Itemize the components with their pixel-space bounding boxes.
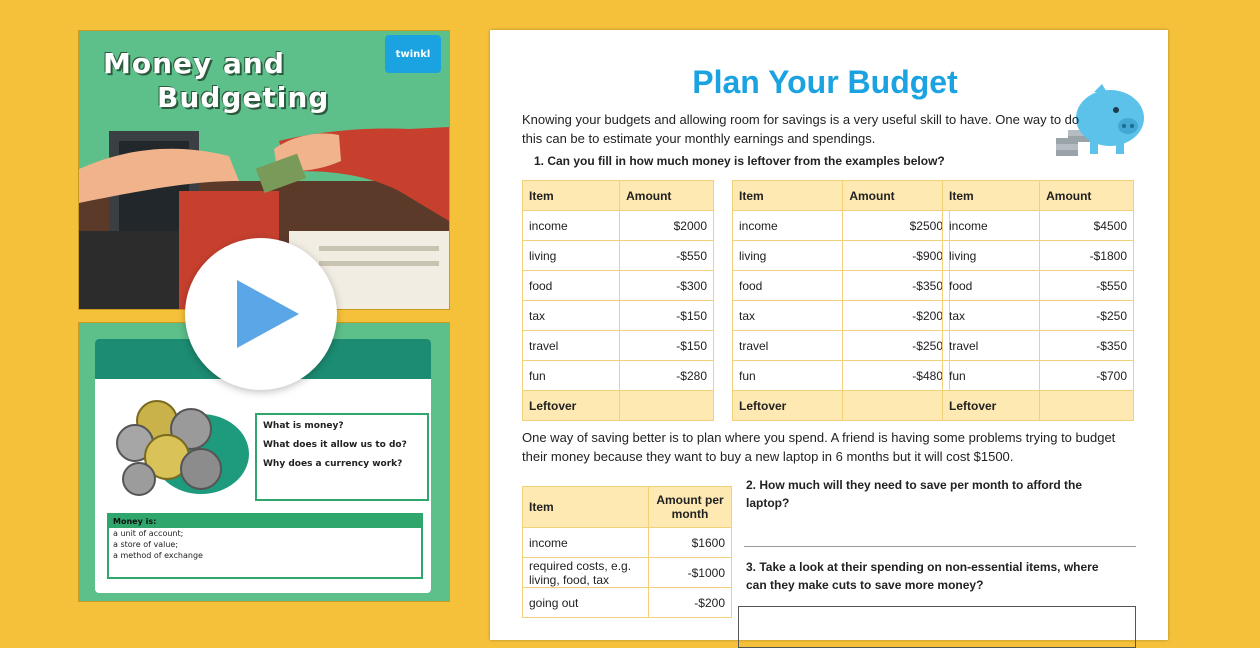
header-cell: Item: [943, 181, 1040, 211]
answer-cell[interactable]: [1040, 391, 1134, 421]
header-cell: Amount: [1040, 181, 1134, 211]
table-header-row: [523, 487, 732, 528]
twinkl-logo: twinkl: [385, 35, 441, 73]
table-row: [523, 361, 714, 391]
amount-cell: -$150: [620, 301, 714, 331]
table-row: [523, 528, 732, 558]
item-cell: tax: [523, 301, 620, 331]
table-row: [943, 361, 1134, 391]
leftover-label: Leftover: [733, 391, 843, 421]
item-cell: income: [523, 211, 620, 241]
item-cell: tax: [733, 301, 843, 331]
question-1: 1. Can you fill in how much money is leftover from the examples below?: [534, 154, 945, 168]
item-cell: living: [733, 241, 843, 271]
header-cell: Item: [523, 487, 649, 528]
header-cell: Item: [523, 181, 620, 211]
item-cell: going out: [523, 588, 649, 618]
table-row: [523, 301, 714, 331]
worksheet-page: [490, 30, 1168, 640]
amount-cell: -$550: [620, 241, 714, 271]
item-cell: income: [733, 211, 843, 241]
question-item: Why does a currency work?: [263, 459, 403, 469]
leftover-row: [523, 391, 714, 421]
header-cell: Item: [733, 181, 843, 211]
item-cell: food: [943, 271, 1040, 301]
questions-box: [255, 413, 429, 501]
table-header-row: [943, 181, 1134, 211]
item-cell: tax: [943, 301, 1040, 331]
table-row: [523, 558, 732, 588]
item-cell: income: [943, 211, 1040, 241]
table-row: [733, 331, 950, 361]
table-row: [523, 271, 714, 301]
header-cell: Amount: [620, 181, 714, 211]
money-is-heading: Money is:: [109, 515, 421, 528]
question-2: 2. How much will they need to save per month to afford the laptop?: [746, 478, 1083, 510]
header-cell: Amount per month: [649, 487, 732, 528]
amount-cell: -$280: [620, 361, 714, 391]
table-row: [733, 361, 950, 391]
amount-cell: -$250: [1040, 301, 1134, 331]
play-button[interactable]: [185, 238, 337, 390]
amount-cell: -$1800: [1040, 241, 1134, 271]
budget-table-2: [732, 180, 950, 421]
amount-cell: -$550: [1040, 271, 1134, 301]
leftover-label: Leftover: [943, 391, 1040, 421]
item-cell: living: [523, 241, 620, 271]
slide-title: Money and Budgeting: [103, 47, 330, 114]
amount-cell: -$350: [843, 271, 950, 301]
amount-cell: -$350: [1040, 331, 1134, 361]
answer-box[interactable]: [738, 606, 1136, 648]
item-cell: food: [523, 271, 620, 301]
item-cell: travel: [523, 331, 620, 361]
table-header-row: [733, 181, 950, 211]
worksheet-title: Plan Your Budget: [692, 64, 958, 100]
amount-cell: -$300: [620, 271, 714, 301]
answer-line[interactable]: [744, 546, 1136, 547]
amount-cell: -$250: [843, 331, 950, 361]
table-row: [523, 241, 714, 271]
amount-cell: -$900: [843, 241, 950, 271]
leftover-row: [943, 391, 1134, 421]
table-row: [943, 211, 1134, 241]
table-row: [943, 301, 1134, 331]
table-row: [943, 271, 1134, 301]
amount-cell: $2000: [620, 211, 714, 241]
item-cell: travel: [733, 331, 843, 361]
money-is-box: [107, 513, 423, 579]
leftover-label: Leftover: [523, 391, 620, 421]
header-cell: Amount: [843, 181, 950, 211]
amount-cell: $4500: [1040, 211, 1134, 241]
item-cell: fun: [733, 361, 843, 391]
budget-table-3: [942, 180, 1134, 421]
table-row: [523, 331, 714, 361]
table-row: [733, 301, 950, 331]
amount-cell: $2500: [843, 211, 950, 241]
table-header-row: [523, 181, 714, 211]
item-cell: food: [733, 271, 843, 301]
table-row: [943, 241, 1134, 271]
friend-budget-table: [522, 486, 732, 618]
saving-paragraph: One way of saving better is to plan where you spend. A friend is having some problems trying to budget their money because they want to buy a new laptop in 6 months but it will cost $1500.: [522, 430, 1116, 464]
item-cell: fun: [523, 361, 620, 391]
item-cell: travel: [943, 331, 1040, 361]
table-row: [523, 211, 714, 241]
amount-cell: -$150: [620, 331, 714, 361]
item-cell: fun: [943, 361, 1040, 391]
money-is-item: a method of exchange: [113, 551, 203, 560]
item-cell: income: [523, 528, 649, 558]
budget-table-1: [522, 180, 714, 421]
amount-cell: $1600: [649, 528, 732, 558]
leftover-row: [733, 391, 950, 421]
amount-cell: -$480: [843, 361, 950, 391]
coins-illustration: [101, 399, 251, 509]
question-item: What does it allow us to do?: [263, 440, 407, 450]
table-row: [733, 271, 950, 301]
amount-cell: -$200: [649, 588, 732, 618]
answer-cell[interactable]: [843, 391, 950, 421]
amount-cell: -$200: [843, 301, 950, 331]
item-cell: living: [943, 241, 1040, 271]
question-item: What is money?: [263, 421, 344, 431]
money-is-item: a unit of account;: [113, 529, 184, 538]
intro-text: Knowing your budgets and allowing room for savings is a very useful skill to have. One way to do this can be to estimate your monthly earnings and spendings.: [522, 112, 1080, 146]
question-3: 3. Take a look at their spending on non-essential items, where can they make cuts to save more money?: [746, 560, 1099, 592]
item-cell: required costs, e.g. living, food, tax: [523, 558, 649, 588]
amount-cell: -$700: [1040, 361, 1134, 391]
money-is-item: a store of value;: [113, 540, 179, 549]
table-row: [943, 331, 1134, 361]
amount-cell: -$1000: [649, 558, 732, 588]
table-row: [523, 588, 732, 618]
table-row: [733, 241, 950, 271]
table-row: [733, 211, 950, 241]
play-icon: [237, 280, 299, 348]
answer-cell[interactable]: [620, 391, 714, 421]
